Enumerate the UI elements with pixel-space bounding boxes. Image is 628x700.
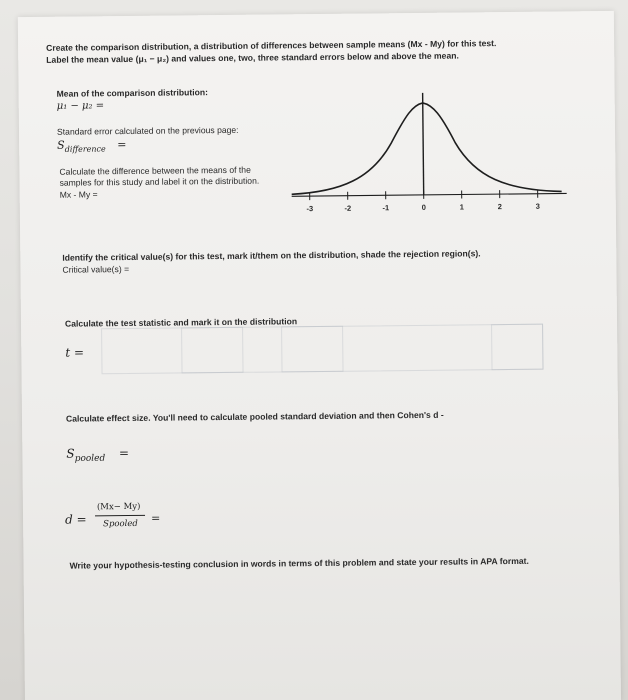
normal-curve-line	[291, 101, 562, 194]
bleed-through-table-column	[281, 326, 343, 373]
axis-tick-label: 2	[497, 202, 502, 212]
cohens-d-symbol: d =	[64, 512, 87, 527]
critical-line-2: Critical value(s) =	[62, 263, 130, 275]
se-subscript: difference	[64, 144, 106, 154]
pooled-sd-formula	[66, 446, 129, 464]
cohens-d-denominator: Spooled	[103, 518, 138, 530]
x-axis-line	[292, 193, 567, 196]
diff-line-2: samples for this study and label it on the distribution.	[59, 175, 260, 188]
pooled-symbol: S	[66, 446, 75, 461]
pooled-equals: =	[118, 446, 130, 461]
pooled-subscript: pooled	[74, 453, 106, 464]
worksheet-page	[18, 11, 621, 700]
mean-label: Mean of the comparison distribution:	[56, 87, 209, 99]
fraction-bar	[95, 515, 145, 517]
mean-formula: μ₁ − μ₂ =	[56, 100, 105, 112]
critical-line-1: Identify the critical value(s) for this test, mark it/them on the distribution, shade the rejection region(s).	[62, 248, 481, 263]
bleed-through-table-column	[491, 324, 543, 371]
bleed-through-text	[261, 289, 263, 298]
se-label: Standard error calculated on the previous page:	[56, 124, 239, 137]
cohens-d-numerator: (Mx− My)	[96, 501, 141, 513]
effect-size-label: Calculate effect size. You'll need to calculate pooled standard deviation and then Cohen's d -	[65, 409, 444, 424]
se-equals: =	[117, 138, 127, 152]
mean-line	[423, 93, 424, 195]
axis-tick-label: 1	[459, 202, 464, 212]
conclusion-label: Write your hypothesis-testing conclusion in words in terms of this problem and state your results in APA format.	[69, 555, 529, 571]
axis-tick-label: 3	[535, 201, 540, 211]
diff-line-1: Calculate the difference between the means of the	[59, 164, 251, 177]
se-formula	[57, 138, 126, 154]
cohens-d-equals: =	[150, 511, 161, 525]
axis-tick-label: -2	[344, 203, 352, 213]
test-stat-label: Calculate the test statistic and mark it on the distribution	[64, 316, 298, 329]
intro-line-2: Label the mean value (μ₁ − μ₂) and values one, two, three standard errors below and above the mean.	[46, 50, 459, 65]
diff-formula: Mx - My =	[59, 189, 98, 200]
comparison-distribution-curve	[281, 81, 582, 214]
axis-tick-label: 0	[421, 202, 426, 212]
bleed-through-table-column	[181, 327, 243, 374]
intro-line-1: Create the comparison distribution, a distribution of differences between sample means (Mx - My) for this test.	[46, 38, 497, 53]
axis-tick-label: -1	[382, 203, 390, 213]
axis-tick-label: -3	[306, 204, 314, 214]
test-stat-formula: t =	[65, 345, 85, 360]
se-symbol: S	[57, 138, 65, 152]
